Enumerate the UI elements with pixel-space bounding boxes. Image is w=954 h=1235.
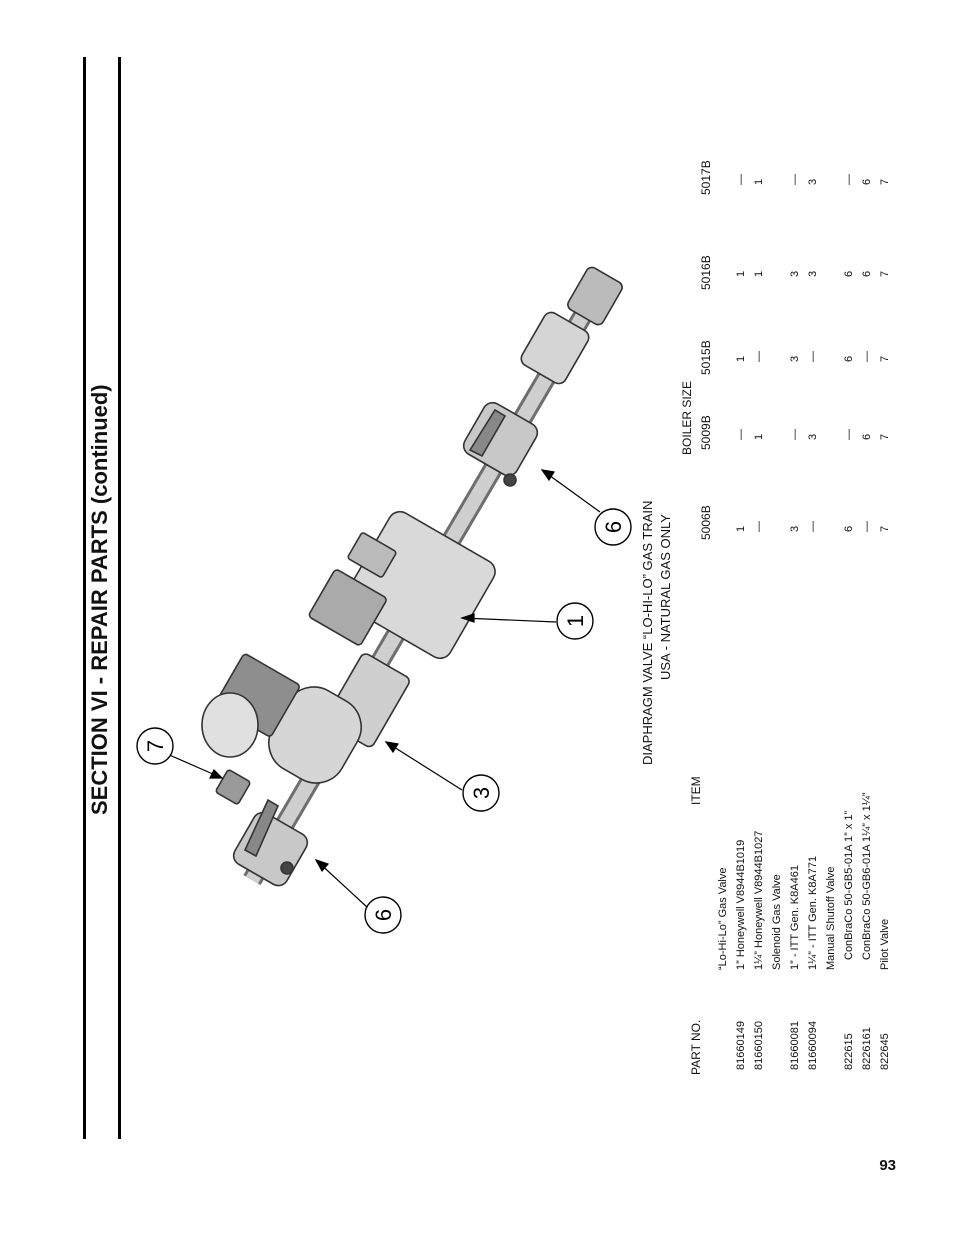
size-header-5006B: 5006B bbox=[699, 505, 713, 540]
table-row-value: — bbox=[735, 429, 747, 440]
table-row-value: 1 bbox=[735, 355, 747, 362]
size-header-5016B: 5016B bbox=[699, 255, 713, 290]
table-row-part-no: 81660094 bbox=[807, 1021, 819, 1070]
table-row-value: — bbox=[807, 521, 819, 532]
table-row-value: 3 bbox=[789, 525, 801, 532]
table-row-value: 3 bbox=[807, 433, 819, 440]
callout-label-7: 7 bbox=[143, 739, 168, 753]
table-row-description: “Lo-Hi-Lo” Gas Valve bbox=[717, 867, 729, 970]
table-row-value: 6 bbox=[861, 178, 873, 185]
table-row-value: 3 bbox=[789, 270, 801, 277]
table-row-part-no: 822645 bbox=[879, 1033, 891, 1070]
table-row-description: Pilot Valve bbox=[879, 918, 891, 970]
item-header: ITEM bbox=[689, 776, 703, 805]
table-row-value: 1 bbox=[753, 433, 765, 440]
callout-label-6-right: 6 bbox=[601, 520, 626, 534]
table-row-value: — bbox=[735, 174, 747, 185]
table-row-part-no: 81660081 bbox=[789, 1021, 801, 1070]
size-header-5017B: 5017B bbox=[699, 160, 713, 195]
part-no-header: PART NO. bbox=[689, 1019, 703, 1075]
table-row-part-no: 822615 bbox=[843, 1033, 855, 1070]
table-row-value: 1 bbox=[735, 525, 747, 532]
table-row-value: 7 bbox=[879, 525, 891, 532]
table-row-description: 1¼” - ITT Gen. K8A771 bbox=[807, 855, 819, 970]
table-row-value: 6 bbox=[843, 270, 855, 277]
table-row-value: — bbox=[807, 351, 819, 362]
table-row-part-no: 81660149 bbox=[735, 1021, 747, 1070]
table-row-description: 1¼” Honeywell V8944B1027 bbox=[753, 830, 765, 970]
size-header-5015B: 5015B bbox=[699, 340, 713, 375]
table-row-value: 3 bbox=[807, 270, 819, 277]
table-row-value: 7 bbox=[879, 270, 891, 277]
table-row-description: 1” - ITT Gen. K8A461 bbox=[789, 865, 801, 970]
boiler-size-heading: BOILER SIZE bbox=[680, 380, 694, 455]
table-row-value: 6 bbox=[861, 433, 873, 440]
table-row-part-no: 81660150 bbox=[753, 1021, 765, 1070]
table-row-value: 7 bbox=[879, 178, 891, 185]
table-row-value: — bbox=[753, 521, 765, 532]
page-number: 93 bbox=[879, 1157, 896, 1174]
table-row-part-no: 8226161 bbox=[861, 1027, 873, 1070]
table-row-value: 1 bbox=[753, 178, 765, 185]
table-row-value: 1 bbox=[753, 270, 765, 277]
table-row-description: Solenoid Gas Valve bbox=[771, 874, 783, 970]
table-subtitle: USA - NATURAL GAS ONLY bbox=[658, 514, 673, 680]
table-row-value: 6 bbox=[843, 525, 855, 532]
table-row-value: 3 bbox=[789, 355, 801, 362]
table-row-value: — bbox=[861, 521, 873, 532]
callout-label-6-left: 6 bbox=[371, 908, 396, 922]
table-row-description: ConBraCo 50-GB5-01A 1” x 1” bbox=[843, 810, 855, 960]
section-title: SECTION VI - REPAIR PARTS (continued) bbox=[87, 384, 112, 815]
table-row-value: 6 bbox=[843, 355, 855, 362]
table-row-value: — bbox=[789, 429, 801, 440]
table-row-description: ConBraCo 50-GB6-01A 1¼” x 1¼” bbox=[861, 792, 873, 960]
table-row-description: Manual Shutoff Valve bbox=[825, 866, 837, 970]
table-row-value: — bbox=[861, 351, 873, 362]
table-row-value: 6 bbox=[861, 270, 873, 277]
table-row-value: 1 bbox=[735, 270, 747, 277]
callout-label-1: 1 bbox=[563, 614, 588, 628]
callout-label-3: 3 bbox=[469, 786, 494, 800]
table-row-value: — bbox=[843, 429, 855, 440]
table-row-value: — bbox=[843, 174, 855, 185]
table-row-description: 1” Honeywell V8944B1019 bbox=[735, 839, 747, 970]
table-row-value: 7 bbox=[879, 355, 891, 362]
table-title: DIAPHRAGM VALVE “LO-HI-LO” GAS TRAIN bbox=[640, 500, 655, 765]
size-header-5009B: 5009B bbox=[699, 415, 713, 450]
table-row-value: 3 bbox=[807, 178, 819, 185]
table-row-value: — bbox=[789, 174, 801, 185]
table-row-value: — bbox=[753, 351, 765, 362]
table-row-value: 7 bbox=[879, 433, 891, 440]
